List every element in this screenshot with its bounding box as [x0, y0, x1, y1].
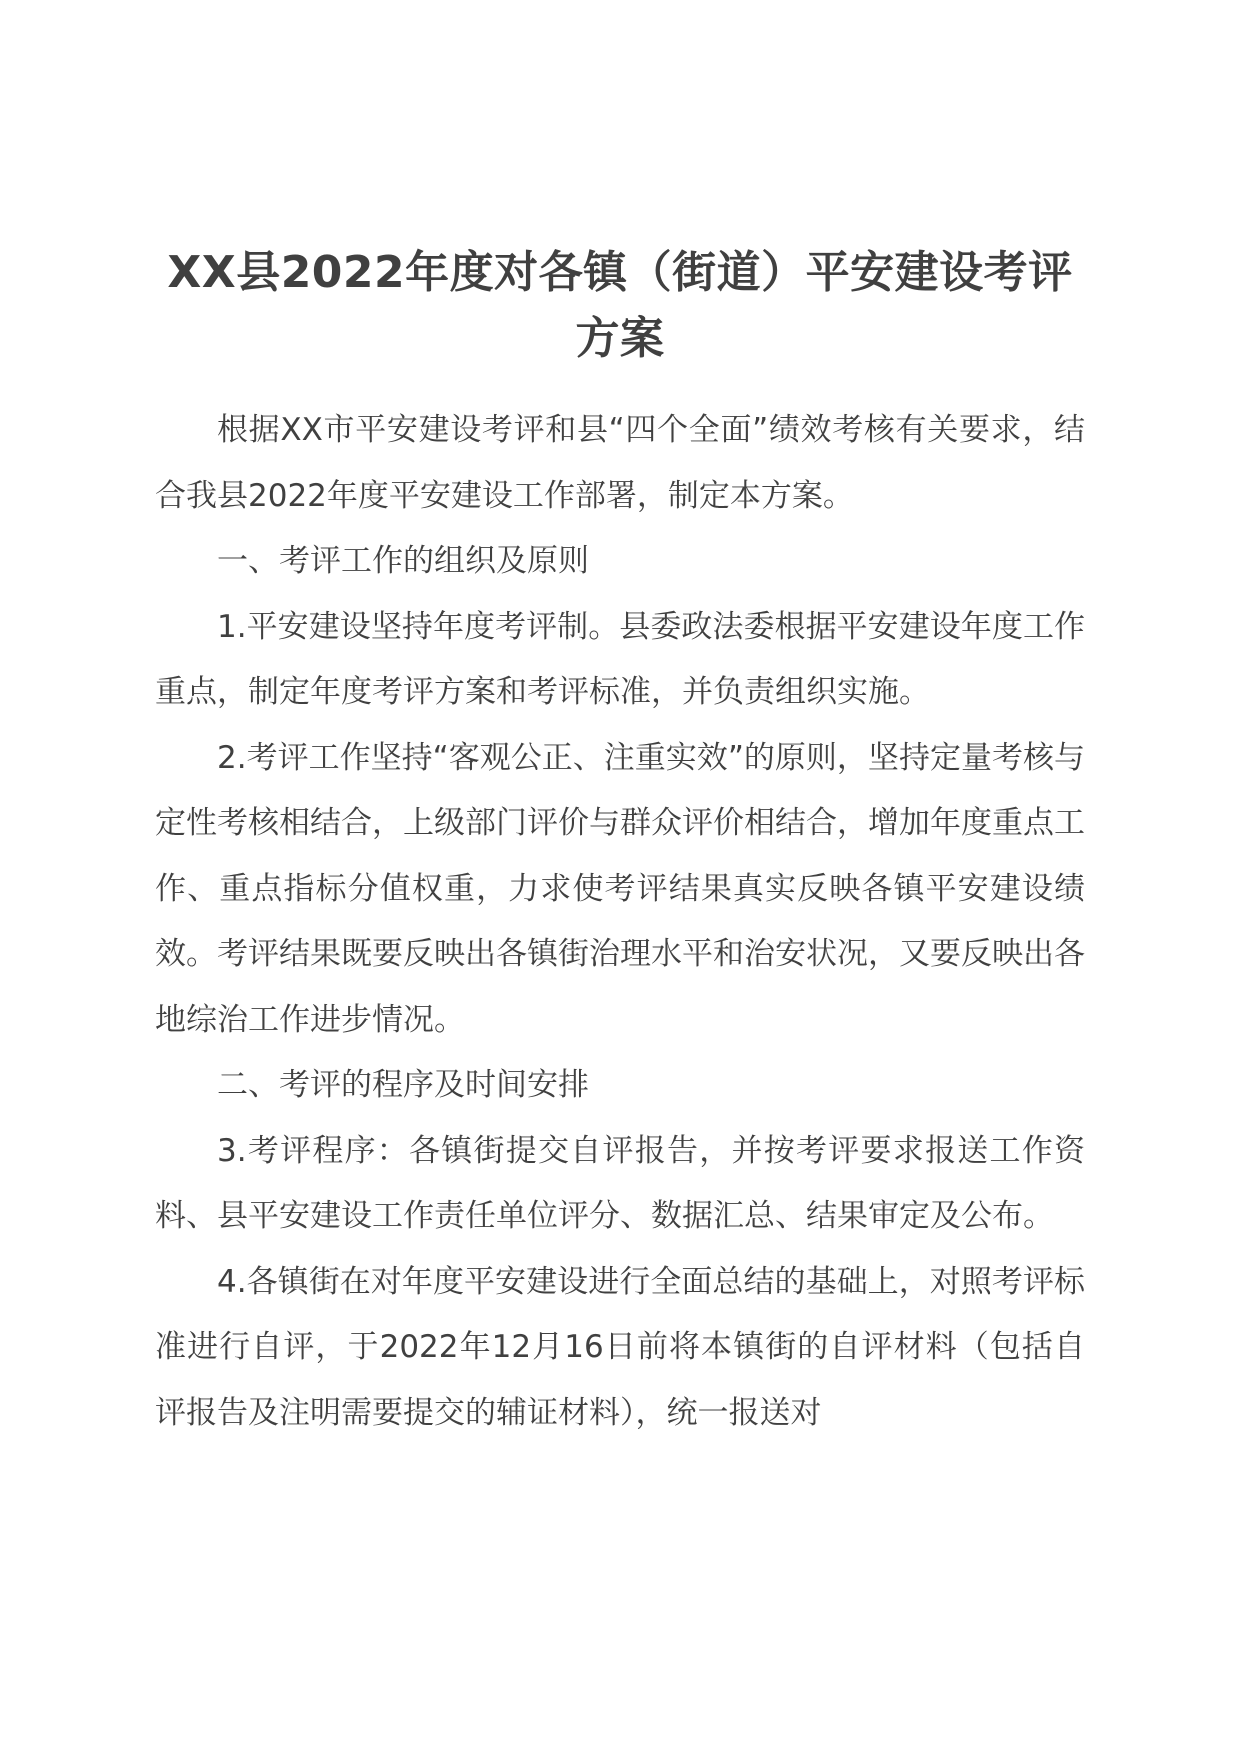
document-title: XX县2022年度对各镇（街道）平安建设考评方案: [167, 247, 1073, 364]
paragraph-item-2: 2.考评工作坚持“客观公正、注重实效”的原则，坚持定量考核与定性考核相结合，上级部门评价与群众评价相结合，增加年度重点工作、重点指标分值权重，力求使考评结果真实反映各镇平安建设绩效。考评结果既要反映出各镇街治理水平和治安状况，又要反映出各地综治工作进步情况。: [155, 739, 1085, 1038]
paragraph-intro: 根据XX市平安建设考评和县“四个全面”绩效考核有关要求，结合我县2022年度平安建设工作部署，制定本方案。: [155, 412, 1085, 514]
section-heading-2: 二、考评的程序及时间安排: [217, 1067, 589, 1103]
paragraph-item-1: 1.平安建设坚持年度考评制。县委政法委根据平安建设年度工作重点，制定年度考评方案和考评标准，并负责组织实施。: [155, 608, 1085, 710]
paragraph-item-3: 3.考评程序：各镇街提交自评报告，并按考评要求报送工作资料、县平安建设工作责任单位评分、数据汇总、结果审定及公布。: [155, 1132, 1085, 1234]
document-body: [155, 398, 1085, 1446]
section-heading-1: 一、考评工作的组织及原则: [217, 543, 589, 579]
paragraph-item-4: 4.各镇街在对年度平安建设进行全面总结的基础上，对照考评标准进行自评，于2022年12月16日前将本镇街的自评材料（包括自评报告及注明需要提交的辅证材料），统一报送对: [155, 1263, 1085, 1431]
